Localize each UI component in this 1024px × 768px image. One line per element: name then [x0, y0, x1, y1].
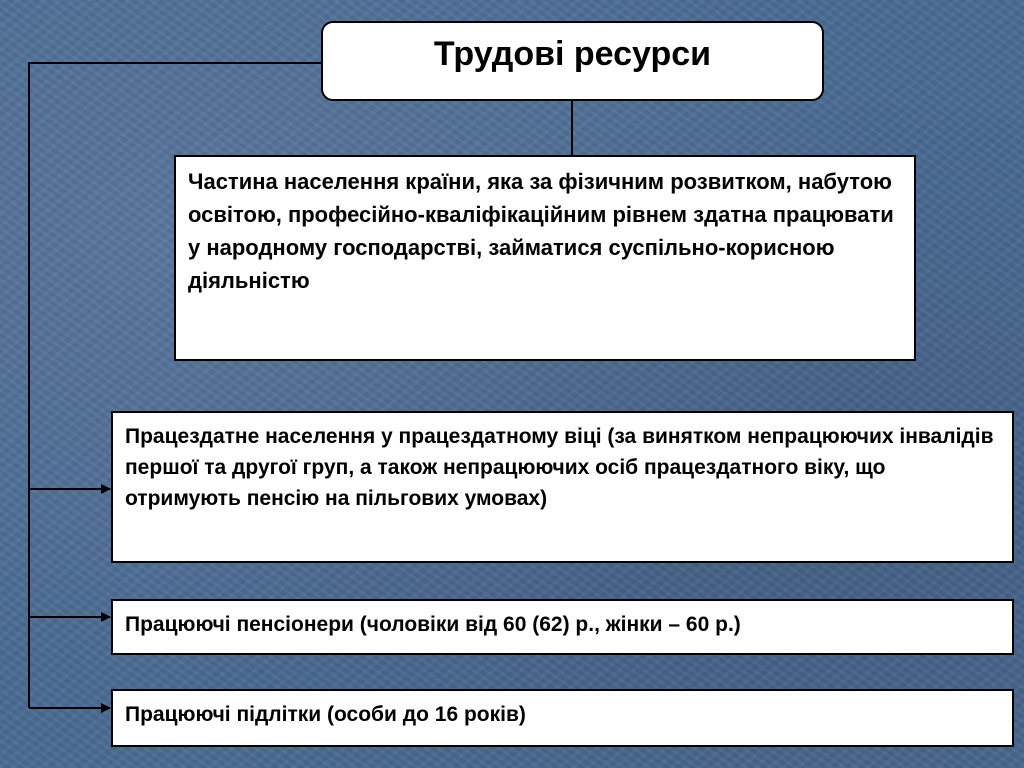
category-box-working-pensioners: [111, 599, 1014, 655]
category-text: Працюючі підлітки (особи до 16 років): [125, 703, 526, 726]
definition-text: Частина населення країни, яка за фізичним розвитком, набутою освітою, професійно-кваліфікаційним рівнем здатна працювати у народному господарстві, займатися суспільно-корисною діяльністю: [188, 169, 894, 293]
diagram-title: Трудові ресурси: [433, 34, 712, 73]
category-box-working-age: [111, 411, 1014, 563]
category-text: Працездатне населення у працездатному віці (за винятком непрацюючих інвалідів першої та другої груп, а також непрацюючих осіб працездатного віку, що отримують пенсію на пільгових умовах): [125, 425, 994, 510]
category-text: Працюючі пенсіонери (чоловіки від 60 (62) р., жінки – 60 р.): [125, 613, 741, 636]
title-box: [321, 21, 824, 101]
category-box-working-teenagers: [111, 689, 1014, 747]
definition-box: [174, 155, 916, 361]
